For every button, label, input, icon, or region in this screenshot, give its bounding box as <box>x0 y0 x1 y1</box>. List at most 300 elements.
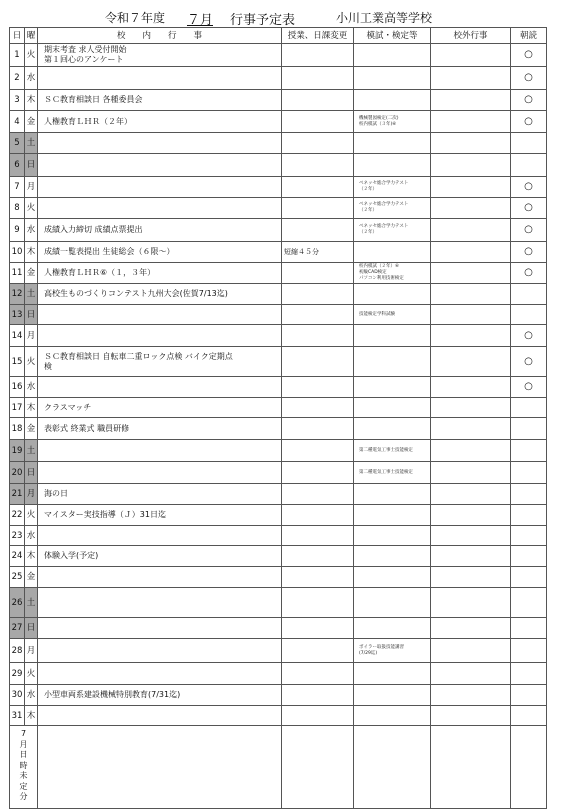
exams-tests <box>354 198 431 219</box>
class-change <box>282 505 354 526</box>
exam-line: ベネッセ総合学力テスト <box>359 224 409 229</box>
exam-line: 校内模試（２年）⑥ <box>359 264 400 269</box>
morning-reading-mark: ○ <box>511 67 547 90</box>
day-number: 15 <box>10 347 25 377</box>
class-change <box>282 377 354 398</box>
col-morning-reading: 朝読 <box>511 28 547 44</box>
exams-tests <box>354 462 431 484</box>
school-events <box>38 347 282 377</box>
school-events <box>38 242 282 263</box>
weekday: 火 <box>25 347 38 377</box>
morning-reading-mark <box>511 567 547 588</box>
weekday: 月 <box>25 639 38 663</box>
exam-line: ベネッセ総合学力テスト <box>359 181 409 186</box>
exams-tests <box>354 177 431 198</box>
undecided-external <box>431 726 511 809</box>
external-events <box>431 505 511 526</box>
day-number: 13 <box>10 305 25 325</box>
exam-line: 第二種電気工事士技能検定 <box>359 447 413 453</box>
day-row <box>10 639 547 663</box>
undecided-exams <box>354 726 431 809</box>
day-row <box>10 440 547 462</box>
day-number: 31 <box>10 706 25 726</box>
exams-tests <box>354 663 431 685</box>
class-change <box>282 305 354 325</box>
school-events <box>38 588 282 618</box>
month-label: ７月 <box>186 13 213 28</box>
undecided-class-change <box>282 726 354 809</box>
morning-reading-mark <box>511 305 547 325</box>
exams-tests <box>354 284 431 305</box>
day-row <box>10 706 547 726</box>
weekday: 木 <box>25 242 38 263</box>
external-events <box>431 440 511 462</box>
school-events <box>38 546 282 567</box>
class-change <box>282 706 354 726</box>
school-events <box>38 639 282 663</box>
exams-tests <box>354 154 431 177</box>
day-row <box>10 111 547 133</box>
school-events <box>38 484 282 505</box>
weekday: 水 <box>25 526 38 546</box>
day-number: 18 <box>10 418 25 440</box>
external-events <box>431 639 511 663</box>
day-number: 4 <box>10 111 25 133</box>
weekday: 水 <box>25 377 38 398</box>
school-events <box>38 177 282 198</box>
external-events <box>431 546 511 567</box>
exams-tests <box>354 418 431 440</box>
day-number: 19 <box>10 440 25 462</box>
school-events <box>38 90 282 111</box>
class-change <box>282 567 354 588</box>
exams-tests <box>354 618 431 639</box>
morning-reading-mark: ○ <box>511 177 547 198</box>
day-row <box>10 347 547 377</box>
morning-reading-mark: ○ <box>511 111 547 133</box>
weekday: 水 <box>25 219 38 242</box>
weekday: 木 <box>25 706 38 726</box>
morning-reading-mark <box>511 398 547 418</box>
class-change <box>282 133 354 154</box>
exams-tests <box>354 242 431 263</box>
morning-reading-mark <box>511 505 547 526</box>
weekday: 日 <box>25 305 38 325</box>
morning-reading-mark <box>511 418 547 440</box>
exam-line: （２年） <box>359 187 377 192</box>
exams-tests <box>354 685 431 706</box>
exams-tests <box>354 505 431 526</box>
header-row <box>10 28 547 44</box>
weekday: 月 <box>25 484 38 505</box>
undecided-events <box>38 726 282 809</box>
weekday: 月 <box>25 177 38 198</box>
external-events <box>431 567 511 588</box>
weekday: 金 <box>25 263 38 284</box>
weekday: 木 <box>25 90 38 111</box>
morning-reading-mark <box>511 462 547 484</box>
exam-line: （２年） <box>359 230 377 235</box>
school-events <box>38 462 282 484</box>
day-number: 5 <box>10 133 25 154</box>
event-line: 成績入力締切 成績点票提出 <box>44 225 143 234</box>
day-number: 9 <box>10 219 25 242</box>
external-events <box>431 305 511 325</box>
class-change <box>282 462 354 484</box>
exams-tests <box>354 67 431 90</box>
external-events <box>431 484 511 505</box>
class-change <box>282 663 354 685</box>
day-number: 30 <box>10 685 25 706</box>
school-events <box>38 219 282 242</box>
day-row <box>10 588 547 618</box>
school-events <box>38 567 282 588</box>
external-events <box>431 44 511 67</box>
col-exams: 模試・検定等 <box>354 28 431 44</box>
day-row <box>10 484 547 505</box>
undecided-label <box>10 726 38 809</box>
class-change <box>282 588 354 618</box>
exam-line: (7/29迄) <box>359 650 378 656</box>
class-change <box>282 440 354 462</box>
morning-reading-mark: ○ <box>511 90 547 111</box>
morning-reading-mark: ○ <box>511 263 547 284</box>
external-events <box>431 67 511 90</box>
morning-reading-mark: ○ <box>511 347 547 377</box>
external-events <box>431 133 511 154</box>
day-number: 6 <box>10 154 25 177</box>
weekday: 日 <box>25 154 38 177</box>
class-change <box>282 618 354 639</box>
class-change <box>282 639 354 663</box>
day-row <box>10 546 547 567</box>
morning-reading-mark <box>511 685 547 706</box>
morning-reading-mark: ○ <box>511 198 547 219</box>
weekday: 土 <box>25 588 38 618</box>
morning-reading-mark <box>511 618 547 639</box>
class-change <box>282 418 354 440</box>
morning-reading-mark <box>511 133 547 154</box>
school-events <box>38 398 282 418</box>
schedule-table <box>9 27 547 809</box>
day-row <box>10 90 547 111</box>
fiscal-year: 令和７年度 <box>105 11 166 25</box>
col-external: 校外行事 <box>431 28 511 44</box>
exams-tests <box>354 484 431 505</box>
external-events <box>431 242 511 263</box>
day-row <box>10 567 547 588</box>
external-events <box>431 618 511 639</box>
day-row <box>10 44 547 67</box>
weekday: 日 <box>25 618 38 639</box>
event-line: 表彰式 終業式 職員研修 <box>44 423 130 433</box>
exam-line: パソコン利用技術検定 <box>359 276 404 281</box>
weekday: 火 <box>25 44 38 67</box>
day-number: 7 <box>10 177 25 198</box>
day-row <box>10 242 547 263</box>
school-events <box>38 618 282 639</box>
undecided-morning <box>511 726 547 809</box>
exams-tests <box>354 111 431 133</box>
col-events: 校 内 行 事 <box>38 28 282 44</box>
exams-tests <box>354 263 431 284</box>
exam-line: 校内模試（３年)⑥ <box>359 121 397 127</box>
external-events <box>431 588 511 618</box>
event-line: 高校生ものづくりコンテスト九州大会(佐賀7/13迄) <box>44 289 228 298</box>
external-events <box>431 706 511 726</box>
day-row <box>10 462 547 484</box>
weekday: 土 <box>25 440 38 462</box>
day-row <box>10 219 547 242</box>
day-row <box>10 133 547 154</box>
event-line: マイスター実技指導（Ｊ）31日迄 <box>44 510 166 519</box>
event-line: 成績一覧表提出 生徒総会（６限〜） <box>44 247 175 256</box>
external-events <box>431 347 511 377</box>
day-number: 20 <box>10 462 25 484</box>
weekday: 月 <box>25 325 38 347</box>
exams-tests <box>354 588 431 618</box>
class-change <box>282 90 354 111</box>
document-title: 行事予定表 <box>230 13 296 28</box>
school-events <box>38 111 282 133</box>
day-row <box>10 377 547 398</box>
event-line: 体験入学(予定) <box>44 551 99 560</box>
class-change: 短縮４５分 <box>282 242 354 263</box>
external-events <box>431 526 511 546</box>
weekday: 金 <box>25 111 38 133</box>
day-number: 1 <box>10 44 25 67</box>
school-events <box>38 305 282 325</box>
morning-reading-mark <box>511 154 547 177</box>
event-line: 小型車両系建設機械特別教育(7/31迄) <box>44 690 181 699</box>
day-number: 11 <box>10 263 25 284</box>
morning-reading-mark <box>511 706 547 726</box>
undecided-row <box>10 726 547 809</box>
weekday: 水 <box>25 67 38 90</box>
weekday: 水 <box>25 685 38 706</box>
weekday: 火 <box>25 663 38 685</box>
day-number: 21 <box>10 484 25 505</box>
external-events <box>431 284 511 305</box>
day-row <box>10 263 547 284</box>
exam-line: 機械製図検定(二次) <box>359 115 399 121</box>
school-events <box>38 377 282 398</box>
weekday: 火 <box>25 198 38 219</box>
school-events <box>38 284 282 305</box>
class-change <box>282 177 354 198</box>
day-number: 26 <box>10 588 25 618</box>
class-change <box>282 111 354 133</box>
external-events <box>431 325 511 347</box>
school-events <box>38 418 282 440</box>
school-events <box>38 706 282 726</box>
weekday: 木 <box>25 546 38 567</box>
day-number: 22 <box>10 505 25 526</box>
day-row <box>10 418 547 440</box>
undecided-label-char: 時 <box>19 760 28 770</box>
morning-reading-mark <box>511 440 547 462</box>
exams-tests <box>354 440 431 462</box>
class-change <box>282 685 354 706</box>
event-line: 人権教育ＬＨＲ⑥（１，３年） <box>44 268 156 277</box>
day-number: 25 <box>10 567 25 588</box>
exams-tests <box>354 639 431 663</box>
exam-line: 第二種電気工事士技能検定 <box>359 469 413 475</box>
external-events <box>431 685 511 706</box>
undecided-label-char: 分 <box>19 792 28 801</box>
external-events <box>431 111 511 133</box>
external-events <box>431 90 511 111</box>
class-change <box>282 44 354 67</box>
undecided-label-char: 7 <box>20 729 27 738</box>
col-class-change: 授業、日課変更 <box>282 28 354 44</box>
morning-reading-mark <box>511 484 547 505</box>
day-row <box>10 305 547 325</box>
day-row <box>10 325 547 347</box>
weekday: 木 <box>25 398 38 418</box>
external-events <box>431 154 511 177</box>
weekday: 日 <box>25 462 38 484</box>
day-number: 17 <box>10 398 25 418</box>
class-change <box>282 546 354 567</box>
event-line: 第１回心のアンケート <box>44 55 124 64</box>
class-change <box>282 67 354 90</box>
exams-tests <box>354 90 431 111</box>
exams-tests <box>354 133 431 154</box>
day-number: 12 <box>10 284 25 305</box>
day-row <box>10 284 547 305</box>
external-events <box>431 418 511 440</box>
school-events <box>38 685 282 706</box>
morning-reading-mark: ○ <box>511 44 547 67</box>
day-row <box>10 398 547 418</box>
external-events <box>431 219 511 242</box>
event-line: 検 <box>44 361 52 371</box>
school-events <box>38 440 282 462</box>
col-day: 日 <box>10 28 25 44</box>
weekday: 土 <box>25 284 38 305</box>
weekday: 火 <box>25 505 38 526</box>
exams-tests <box>354 219 431 242</box>
school-events <box>38 67 282 90</box>
school-name: 小川工業高等学校 <box>336 11 433 25</box>
morning-reading-mark <box>511 639 547 663</box>
day-number: 3 <box>10 90 25 111</box>
morning-reading-mark <box>511 546 547 567</box>
external-events <box>431 177 511 198</box>
exams-tests <box>354 567 431 588</box>
class-change <box>282 219 354 242</box>
exams-tests <box>354 546 431 567</box>
external-events <box>431 663 511 685</box>
undecided-label-char: 日 <box>19 750 28 759</box>
exams-tests <box>354 706 431 726</box>
exams-tests <box>354 44 431 67</box>
exam-line: 初級CAD検定 <box>359 270 387 275</box>
external-events <box>431 263 511 284</box>
col-weekday: 曜 <box>25 28 38 44</box>
day-row <box>10 67 547 90</box>
class-change <box>282 284 354 305</box>
day-number: 10 <box>10 242 25 263</box>
day-row <box>10 685 547 706</box>
morning-reading-mark: ○ <box>511 325 547 347</box>
school-events <box>38 198 282 219</box>
class-change <box>282 263 354 284</box>
undecided-label-char: 月 <box>19 739 28 749</box>
event-line: クラスマッチ <box>44 402 92 412</box>
exams-tests <box>354 377 431 398</box>
event-line: 期末考査 求人受付開始 <box>44 45 127 54</box>
class-change <box>282 347 354 377</box>
morning-reading-mark: ○ <box>511 242 547 263</box>
school-events <box>38 154 282 177</box>
day-row <box>10 154 547 177</box>
exams-tests <box>354 526 431 546</box>
morning-reading-mark: ○ <box>511 219 547 242</box>
external-events <box>431 398 511 418</box>
external-events <box>431 462 511 484</box>
undecided-label-char: 定 <box>19 781 28 791</box>
morning-reading-mark <box>511 526 547 546</box>
day-number: 29 <box>10 663 25 685</box>
event-line: 人権教育ＬＨＲ（２年） <box>44 116 132 126</box>
exams-tests <box>354 398 431 418</box>
event-line: 海の日 <box>44 489 68 498</box>
event-line: ＳＣ教育相談日 各種委員会 <box>44 95 143 104</box>
external-events <box>431 198 511 219</box>
day-row <box>10 198 547 219</box>
day-number: 8 <box>10 198 25 219</box>
day-number: 2 <box>10 67 25 90</box>
class-change <box>282 398 354 418</box>
exams-tests <box>354 305 431 325</box>
morning-reading-mark: ○ <box>511 377 547 398</box>
weekday: 金 <box>25 418 38 440</box>
day-row <box>10 505 547 526</box>
weekday: 金 <box>25 567 38 588</box>
day-number: 14 <box>10 325 25 347</box>
school-events <box>38 526 282 546</box>
document-header <box>0 9 563 28</box>
exams-tests <box>354 325 431 347</box>
class-change <box>282 325 354 347</box>
exams-tests <box>354 347 431 377</box>
day-row <box>10 526 547 546</box>
class-change <box>282 484 354 505</box>
class-change <box>282 198 354 219</box>
undecided-label-char: 未 <box>19 771 28 780</box>
class-change <box>282 154 354 177</box>
day-row <box>10 177 547 198</box>
school-events <box>38 133 282 154</box>
school-events <box>38 44 282 67</box>
weekday: 土 <box>25 133 38 154</box>
day-number: 23 <box>10 526 25 546</box>
morning-reading-mark <box>511 284 547 305</box>
school-events <box>38 505 282 526</box>
external-events <box>431 377 511 398</box>
exam-line: （２年） <box>359 208 377 213</box>
exam-line: 技能検定学科試験 <box>359 311 395 317</box>
school-events <box>38 325 282 347</box>
day-row <box>10 618 547 639</box>
morning-reading-mark <box>511 588 547 618</box>
school-events <box>38 663 282 685</box>
day-number: 24 <box>10 546 25 567</box>
school-events <box>38 263 282 284</box>
exam-line: ベネッセ総合学力テスト <box>359 202 409 207</box>
